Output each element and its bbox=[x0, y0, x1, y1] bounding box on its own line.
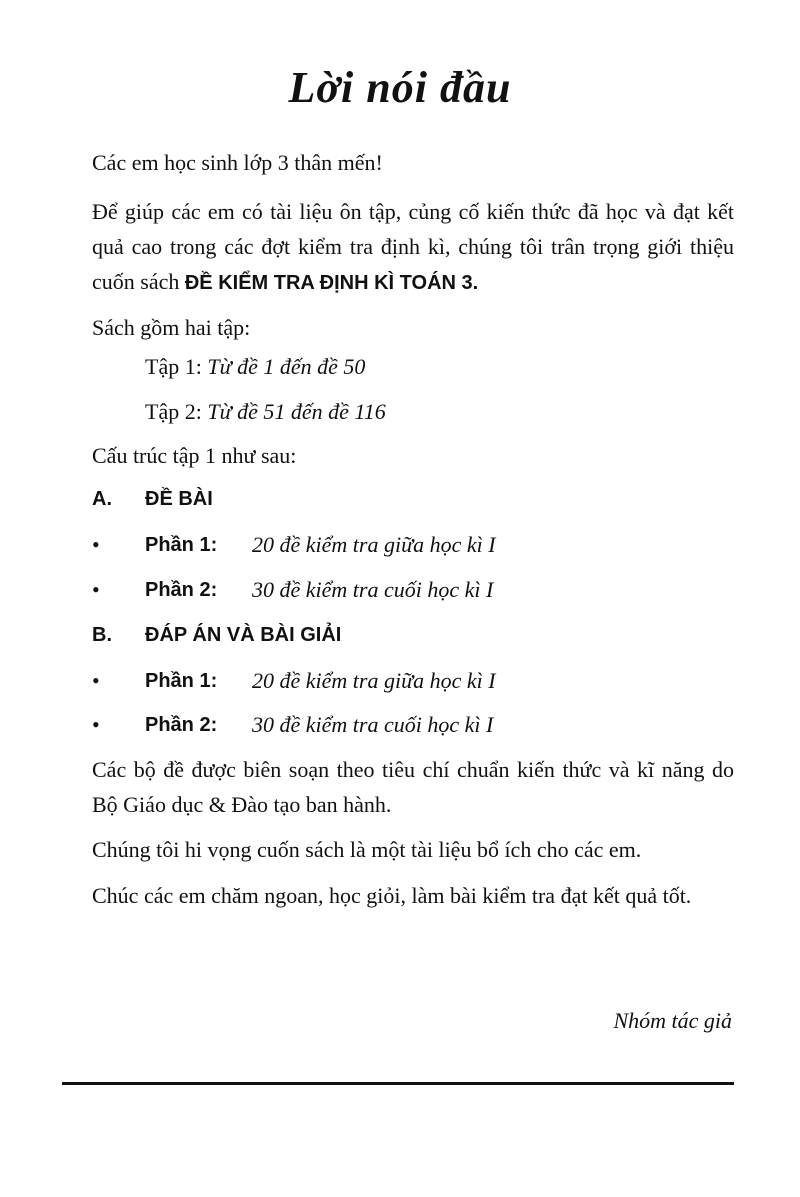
volume-2 bbox=[145, 397, 386, 427]
wish-paragraph: Chúc các em chăm ngoan, học giỏi, làm bài kiểm tra đạt kết quả tốt. bbox=[92, 883, 692, 908]
intro-text: Để giúp các em có tài liệu ôn tập, củng cố kiến thức đã học và đạt kết quả cao trong các đợt kiểm tra định kì, chúng tôi trân trọng giới thiệu cuốn sách bbox=[92, 199, 734, 294]
intro-paragraph bbox=[92, 194, 734, 301]
intro-end: . bbox=[472, 272, 479, 294]
volume-label: Tập 2: bbox=[145, 399, 202, 424]
structure-intro: Cấu trúc tập 1 như sau: bbox=[92, 443, 297, 468]
volume-label: Tập 1: bbox=[145, 354, 202, 379]
bottom-divider bbox=[62, 1082, 734, 1085]
part-label: Phần 1: bbox=[145, 534, 218, 556]
section-b-heading: ĐÁP ÁN VÀ BÀI GIẢI bbox=[145, 624, 342, 646]
signature: Nhóm tác giả bbox=[613, 1008, 732, 1033]
bullet-icon: • bbox=[92, 668, 100, 693]
section-b-letter: B. bbox=[92, 624, 112, 646]
part-label: Phần 2: bbox=[145, 579, 218, 601]
bullet-icon: • bbox=[92, 577, 100, 602]
part-desc: 30 đề kiểm tra cuối học kì I bbox=[252, 577, 494, 602]
bullet-icon: • bbox=[92, 712, 100, 737]
part-desc: 20 đề kiểm tra giữa học kì I bbox=[252, 532, 496, 557]
part-desc: 30 đề kiểm tra cuối học kì I bbox=[252, 712, 494, 737]
volume-desc: Từ đề 51 đến đề 116 bbox=[207, 399, 386, 424]
volumes-intro: Sách gồm hai tập: bbox=[92, 315, 251, 340]
book-title: ĐỀ KIỂM TRA ĐỊNH KÌ TOÁN 3 bbox=[184, 272, 473, 294]
section-a-letter: A. bbox=[92, 488, 112, 510]
page-title: Lời nói đầu bbox=[288, 63, 512, 112]
volume-desc: Từ đề 1 đến đề 50 bbox=[207, 354, 366, 379]
standards-paragraph: Các bộ đề được biên soạn theo tiêu chí chuẩn kiến thức và kĩ năng do Bộ Giáo dục & Đào tạo ban hành. bbox=[92, 757, 734, 817]
bullet-icon: • bbox=[92, 532, 100, 557]
part-label: Phần 2: bbox=[145, 714, 218, 736]
part-desc: 20 đề kiểm tra giữa học kì I bbox=[252, 668, 496, 693]
section-a-heading: ĐỀ BÀI bbox=[145, 488, 213, 510]
volume-1 bbox=[145, 352, 365, 382]
part-label: Phần 1: bbox=[145, 670, 218, 692]
greeting: Các em học sinh lớp 3 thân mến! bbox=[92, 150, 383, 175]
hope-paragraph: Chúng tôi hi vọng cuốn sách là một tài liệu bổ ích cho các em. bbox=[92, 837, 642, 862]
